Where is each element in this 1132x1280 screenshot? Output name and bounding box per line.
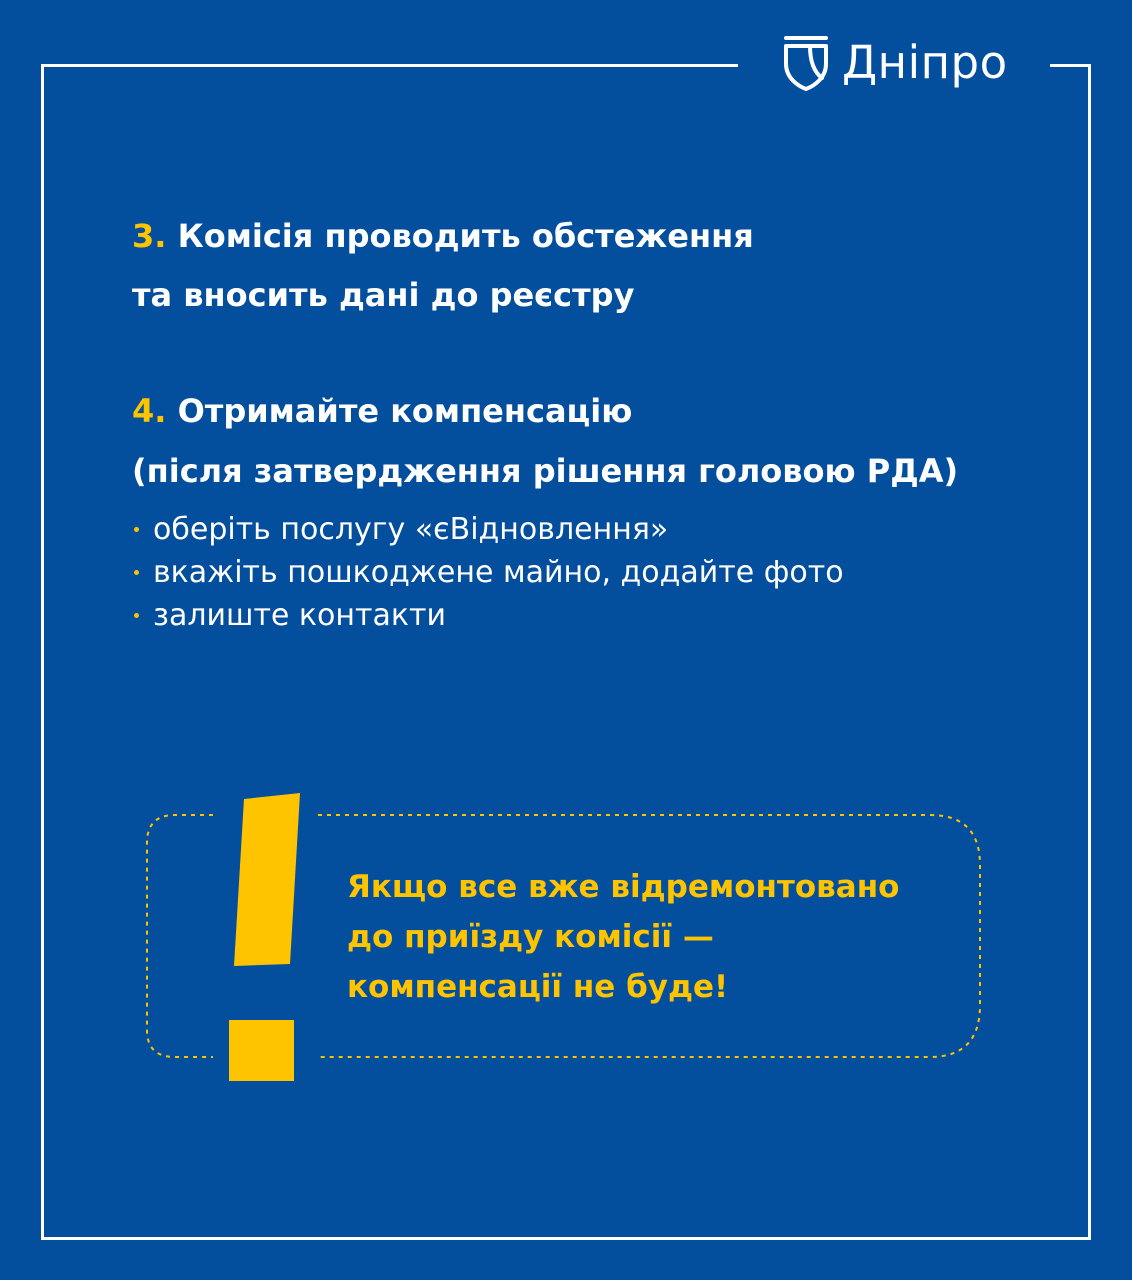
bullet-text: залиште контакти [153,598,446,633]
step4-number: 4. [132,392,167,430]
step3-line2: та вносить дані до реєстру [132,276,635,314]
warning-line-3: компенсації не буде! [347,969,729,1005]
step3-number: 3. [132,217,167,255]
logo-text: Дніпро [842,35,1008,89]
step3-title: Комісія проводить обстеження [177,217,754,255]
step4-title: Отримайте компенсацію [177,392,633,430]
exclamation-icon [229,793,300,1081]
warning-line-1: Якщо все вже відремонтовано [347,869,900,905]
bullet-text: оберіть послугу «єВідновлення» [153,512,669,547]
bullet-text: вкажіть пошкоджене майно, додайте фото [153,555,844,590]
warning-text [347,862,899,1012]
step4-line2: (після затвердження рішення головою РДА) [132,452,959,490]
warning-line-2: до приїзду комісії — [347,919,714,955]
